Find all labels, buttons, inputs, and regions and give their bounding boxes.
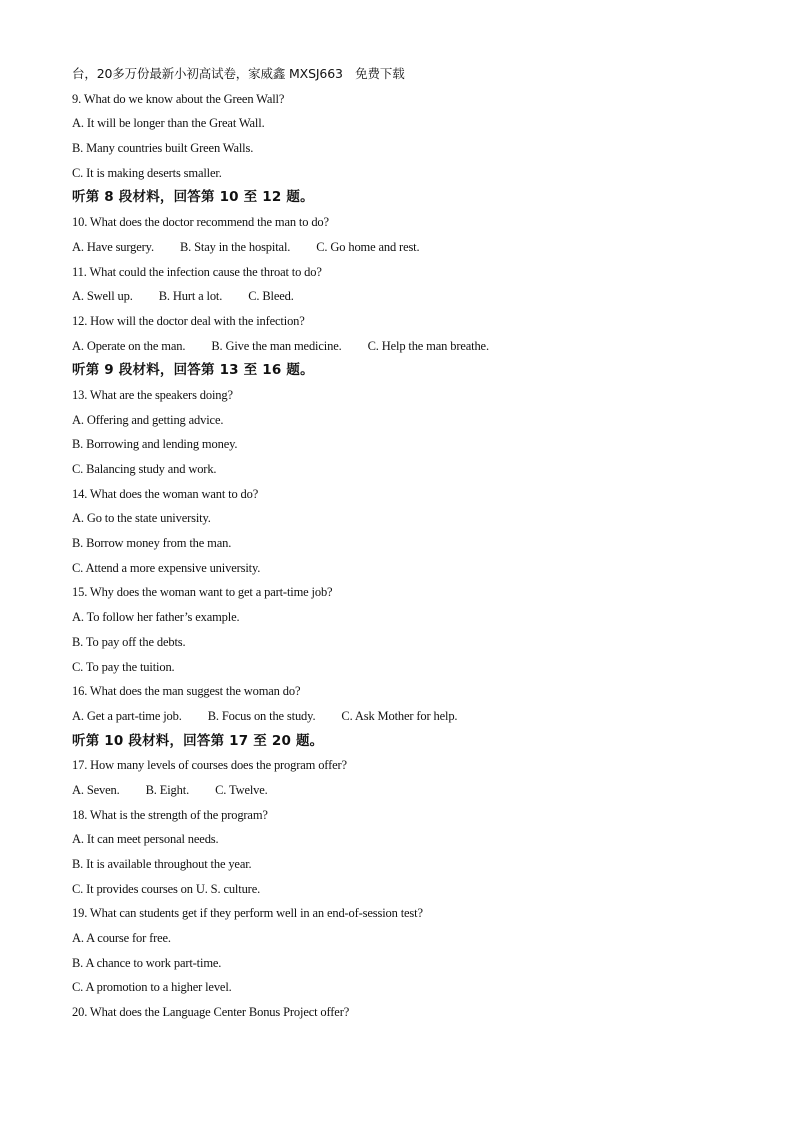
question-18-option-b: B. It is available throughout the year. — [72, 857, 252, 871]
section-heading-8: 听第 8 段材料，回答第 10 至 12 题。 — [72, 189, 314, 206]
question-12-option-c: C. Help the man breathe. — [367, 338, 489, 353]
question-18: 18. What is the strength of the program? — [72, 807, 268, 822]
question-11-options — [72, 284, 732, 309]
question-15-option-a: A. To follow her father’s example. — [72, 610, 240, 625]
question-9-option-c: C. It is making deserts smaller. — [72, 165, 222, 180]
question-10-option-a: A. Have surgery. — [72, 239, 154, 254]
question-19-option-c: C. A promotion to a higher level. — [72, 980, 232, 995]
question-10-options — [72, 235, 732, 260]
question-16-option-c: C. Ask Mother for help. — [341, 708, 458, 723]
question-14-option-a: A. Go to the state university. — [72, 511, 211, 526]
question-20: 20. What does the Language Center Bonus Project offer? — [72, 1005, 350, 1020]
question-17: 17. How many levels of courses does the program offer? — [72, 758, 347, 773]
page-header-note: 台，20多万份最新小初高试卷，家威鑫 MXSJ663 免费下载 — [72, 66, 405, 81]
question-10-option-c: C. Go home and rest. — [316, 239, 420, 254]
question-9-option-a: A. It will be longer than the Great Wall. — [72, 116, 265, 131]
question-17-option-b: B. Eight. — [145, 782, 190, 797]
question-18-option-c: C. It provides courses on U. S. culture. — [72, 881, 261, 896]
question-16-option-b: B. Focus on the study. — [207, 708, 316, 723]
question-16-options — [72, 704, 732, 729]
question-14: 14. What does the woman want to do? — [72, 486, 259, 501]
question-16: 16. What does the man suggest the woman do? — [72, 684, 301, 699]
question-17-options — [72, 778, 732, 803]
question-14-option-c: C. Attend a more expensive university. — [72, 560, 261, 575]
question-13-option-b: B. Borrowing and lending money. — [72, 437, 238, 452]
question-13-option-c: C. Balancing study and work. — [72, 462, 217, 476]
question-15-option-b: B. To pay off the debts. — [72, 634, 186, 649]
exam-page — [72, 62, 732, 1025]
question-15: 15. Why does the woman want to get a part-time job? — [72, 585, 333, 600]
question-19-option-a: A. A course for free. — [72, 931, 171, 946]
question-15-option-c: C. To pay the tuition. — [72, 659, 175, 674]
question-11-option-a: A. Swell up. — [72, 289, 133, 304]
question-19-option-b: B. A chance to work part-time. — [72, 955, 222, 970]
question-11-option-b: B. Hurt a lot. — [158, 289, 223, 304]
question-9-option-b: B. Many countries built Green Walls. — [72, 141, 254, 156]
question-18-option-a: A. It can meet personal needs. — [72, 832, 219, 847]
question-16-option-a: A. Get a part-time job. — [72, 708, 182, 723]
question-17-option-a: A. Seven. — [72, 782, 120, 797]
question-9: 9. What do we know about the Green Wall? — [72, 91, 285, 106]
question-14-option-b: B. Borrow money from the man. — [72, 536, 232, 551]
question-12-option-a: A. Operate on the man. — [72, 338, 186, 353]
question-13: 13. What are the speakers doing? — [72, 387, 233, 402]
section-heading-10: 听第 10 段材料，回答第 17 至 20 题。 — [72, 732, 324, 749]
question-10: 10. What does the doctor recommend the man to do? — [72, 215, 329, 230]
question-12: 12. How will the doctor deal with the infection? — [72, 313, 305, 328]
question-10-option-b: B. Stay in the hospital. — [179, 239, 291, 254]
question-11-option-c: C. Bleed. — [248, 289, 294, 304]
question-12-option-b: B. Give the man medicine. — [211, 338, 342, 353]
section-heading-9: 听第 9 段材料，回答第 13 至 16 题。 — [72, 362, 314, 379]
question-11: 11. What could the infection cause the throat to do? — [72, 264, 322, 279]
question-17-option-c: C. Twelve. — [215, 782, 268, 797]
question-12-options — [72, 334, 732, 359]
question-19: 19. What can students get if they perform well in an end-of-session test? — [72, 906, 423, 921]
question-13-option-a: A. Offering and getting advice. — [72, 412, 224, 427]
